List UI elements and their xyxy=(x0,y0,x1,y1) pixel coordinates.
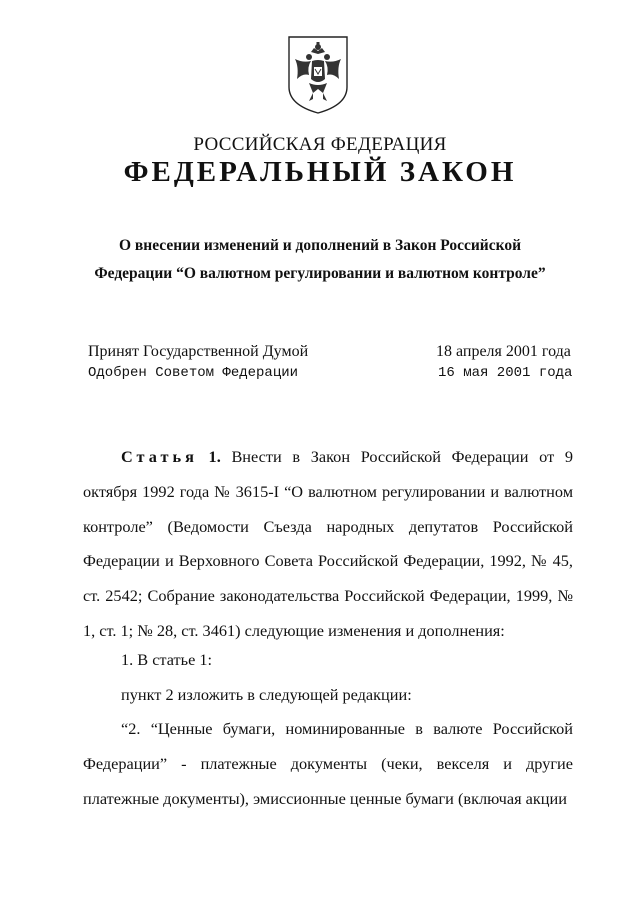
duma-adoption-date: 18 апреля 2001 года xyxy=(436,343,571,360)
council-approval-date: 16 мая 2001 года xyxy=(438,365,573,381)
law-title-line-1: О внесении изменений и дополнений в Закон Российской xyxy=(118,237,522,254)
duma-adoption-label: Принят Государственной Думой xyxy=(88,343,309,360)
country-heading: РОССИЙСКАЯ ФЕДЕРАЦИЯ xyxy=(193,134,447,155)
article-1-item-2: пункт 2 изложить в следующей редакции: xyxy=(121,685,412,704)
article-1-text: Внести в Закон Российской Федерации от 9 октября 1992 года № 3615-I “О валютном регулировании и валютном контроле” (Ведомости Съезда народных депутатов Российской Федерации и Верховного Совета Российской Федерации, 1992, № 45, ст. 2542; Собрание законодательства Российской Федерации, 1999, № 1, ст. 1; № 28, ст. 3461) следующие изменения и дополнения: xyxy=(83,447,573,640)
article-number: 1. xyxy=(208,447,221,466)
article-1-item-1: 1. В статье 1: xyxy=(121,650,213,669)
law-type-heading: ФЕДЕРАЛЬНЫЙ ЗАКОН xyxy=(123,156,517,188)
law-title-line-2: Федерации “О валютном регулировании и валютном контроле” xyxy=(94,265,546,282)
article-label: Статья xyxy=(121,447,198,466)
quoted-definition-paragraph xyxy=(83,712,573,816)
adoption-council-row xyxy=(88,365,576,387)
article-1-paragraph xyxy=(83,440,573,649)
coat-of-arms-icon xyxy=(285,33,351,115)
quoted-definition-text: “2. “Ценные бумаги, номинированные в валюте Российской Федерации” - платежные документы (чеки, векселя и другие платежные документы), эмиссионные ценные бумаги (включая акции xyxy=(83,719,573,808)
council-approval-label: Одобрен Советом Федерации xyxy=(88,365,299,381)
law-title xyxy=(60,232,580,288)
adoption-duma-row xyxy=(88,343,576,365)
